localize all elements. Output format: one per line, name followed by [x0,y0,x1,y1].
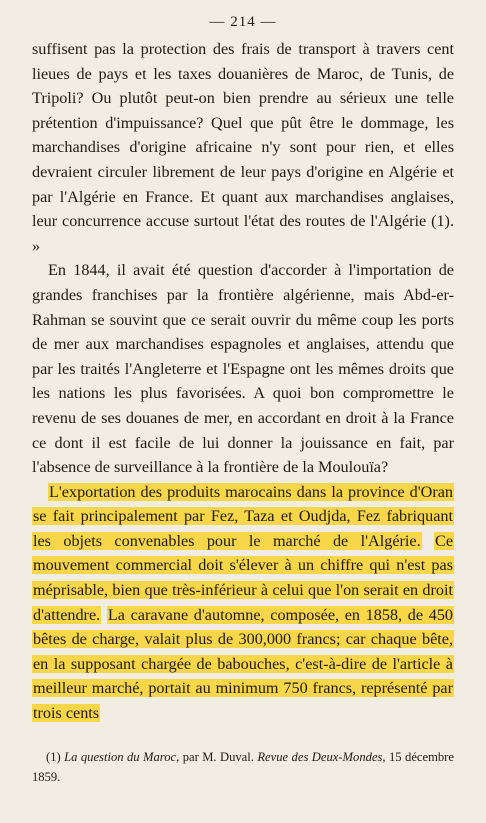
highlighted-text: La caravane d'automne, composée, en 1858, de 450 bêtes de charge, valait plus de 300,000 francs; car chaque bête, en la supposant chargée de babouches, c'est-à-dire de l'article à meilleur marché, portait au minimum 750 francs, représenté par trois cents [33,605,454,723]
body-text [32,37,454,726]
text-run: suffisent pas la protection des frais de transport à travers cent lieues de pays et les taxes douanières de Maroc, de Tunis, de Tripoli? Ou plutôt peut-on bien prendre au sérieux une telle prétention d'impuissance? Quel que pût être le dommage, les marchandises d'origine africaine n'y sont pour rien, et elles devraient circuler librement de leur pays d'origine en Algérie et par l'Algérie en France. Et quant aux marchandises anglaises, leur concurrence accuse surtout l'état des routes de l'Algérie (1). » [32,40,454,255]
footnote-marker: (1) [46,750,61,764]
paragraph [32,258,454,479]
footnote-date: 15 décembre 1859. [32,750,454,784]
paragraph [32,37,454,258]
highlighted-text: L'exportation des produits marocains dans la province d'Oran se fait principalement par Fez, Taza et Oudjda, Fez fabriquant les objets convenables pour le marché de l'Algérie. [33,482,453,550]
page-number: — 214 — [209,14,277,30]
paragraph [32,480,454,726]
footnote-title: La question du Maroc, [64,750,180,764]
footnote-author: par M. Duval. [179,750,258,764]
text-run: En 1844, il avait été question d'accorder à l'importation de grandes franchises par la frontière algérienne, mais Abd-er-Rahman se souvint que ce serait ouvrir du même coup les ports de mer aux marchandises espagnoles et anglaises, attendu que par les traités l'Angleterre et l'Espagne ont les mêmes droits que les nations les plus favorisées. A quoi bon compromettre le revenu de ses douanes de mer, en accordant en droit à la France ce dont il est facile de lui donner la jouissance en fait, par l'absence de surveillance à la frontière de la Moulouïa? [32,261,454,477]
text-run [422,532,434,550]
footnote-journal: Revue des Deux-Mondes, [257,750,386,764]
footnote [32,747,454,787]
footnote-text [32,747,454,787]
highlighted-text: Ce mouvement commercial doit s'élever à un chiffre qui n'est pas méprisable, bien que très-inférieur à celui que l'on serait en droit d'attendre. [33,531,453,624]
